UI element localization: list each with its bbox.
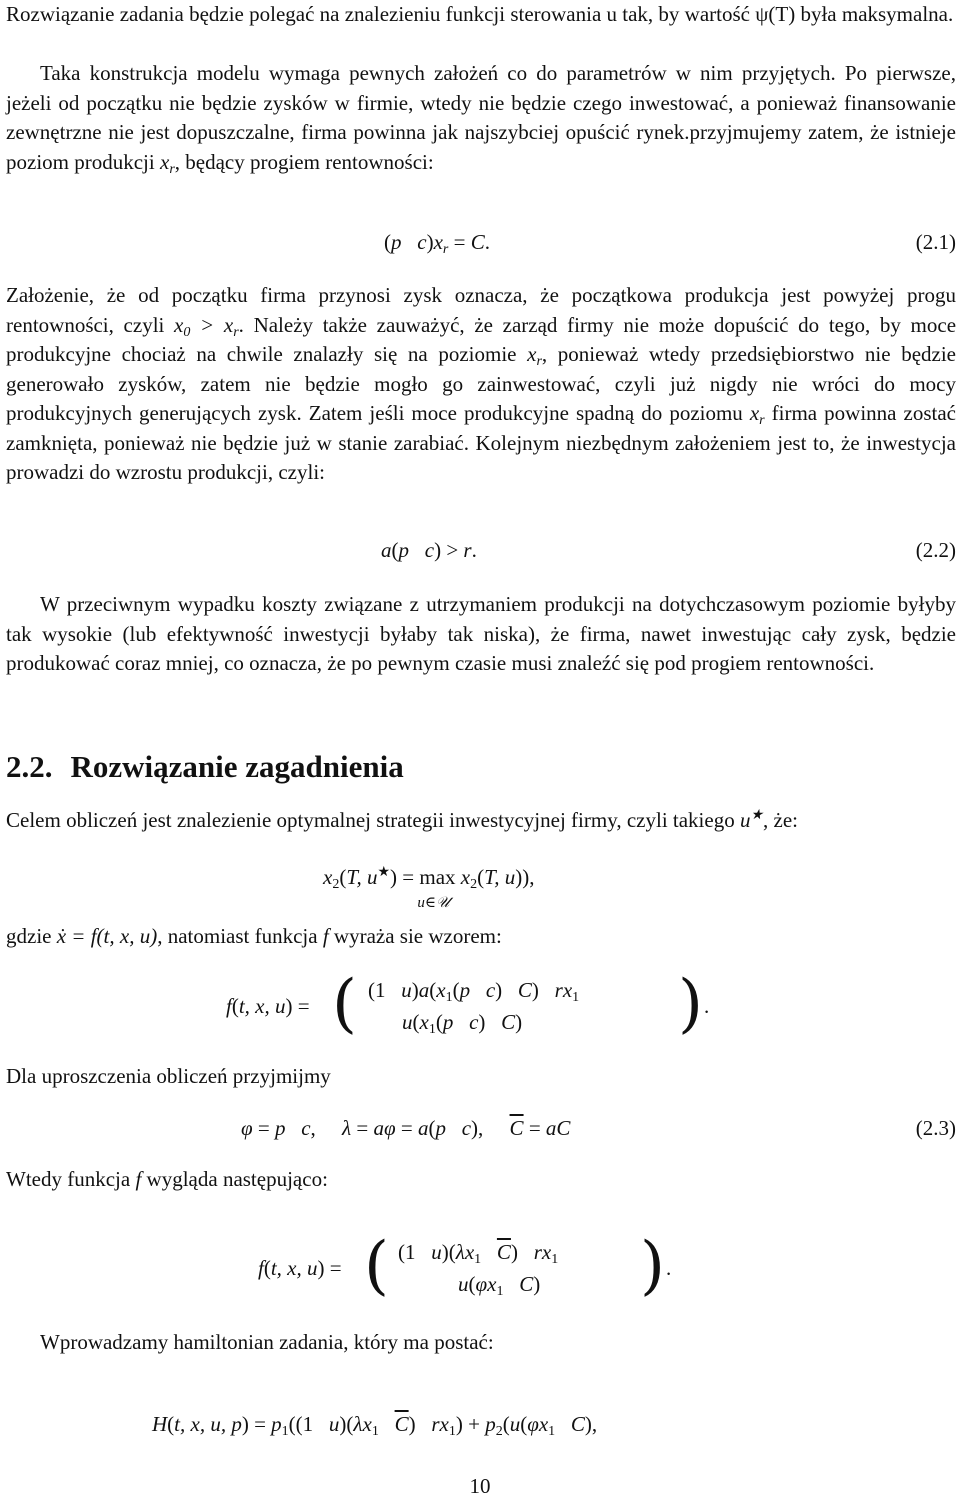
- equation-2-2-number: (2.2): [915, 538, 956, 562]
- equation-max-body: $x_2(T$, u★) = max u∈𝒰 $x_2(T$, u)),: [323, 865, 535, 911]
- equation-2-1-body: (p $c)x_r = C$.: [384, 230, 490, 257]
- equation-2-2-body: a(p c) > r.: [381, 538, 477, 562]
- math-x-r-3: $x_r$: [749, 401, 765, 428]
- equation-max: [0, 862, 960, 918]
- math-f: f: [322, 924, 329, 948]
- paragraph-profit-text-4: firma powinna zostać zamknięta, ponieważ nie będzie już w stanie zarabiać. Kolejnym niezbędnym założeniem jest to, że inwestycja prowadzi do wzrostu produkcji, czyli:: [6, 401, 956, 484]
- paragraph-hamiltonian: [6, 1328, 956, 1358]
- paragraph-objective-text-2: , że:: [763, 808, 799, 832]
- equation-2-2: [0, 535, 960, 575]
- math-xdot: ẋ = f(t, x, u): [56, 924, 158, 948]
- paragraph-goal-text: Rozwiązanie zadania będzie polegać na znalezieniu funkcji sterowania u tak, by wartość ψ(T) była maksymalna.: [6, 2, 954, 26]
- paragraph-dynamics-text-1: gdzie: [6, 924, 52, 948]
- section-number: 2.2.: [6, 749, 53, 784]
- paragraph-dynamics: [6, 922, 956, 952]
- paragraph-assumptions: [6, 59, 956, 177]
- math-x-r: $x_r$: [159, 149, 175, 177]
- paragraph-profit-text-1: Założenie, że od początku firma przynosi zysk oznacza, że początkowa produkcja jest powyżej progu rentowności, czyli: [6, 283, 956, 337]
- paragraph-then-text-1: Wtedy funkcja: [6, 1167, 131, 1191]
- paragraph-then: [6, 1165, 956, 1195]
- paragraph-objective-text-1: Celem obliczeń jest znalezienie optymalnej strategii inwestycyjnej firmy, czyli takiego: [6, 808, 735, 832]
- equation-hamiltonian-body: H(t, x, u, $p) = p_1((1$ $u)(\lambda x_1$ $\overline{C}$) $rx_1) + p_2(u(\varphi x_1$ C),: [152, 1412, 598, 1439]
- equation-f-vector-2: f(t, x, u) = ( (1 $u)(\lambda x_1$ $\overline{C}$) $rx_1$ $u(\varphi x_1$ C) ) .: [258, 1229, 672, 1303]
- paragraph-hamiltonian-text: Wprowadzamy hamiltonian zadania, który ma postać:: [40, 1330, 494, 1354]
- paragraph-profit-threshold: [6, 281, 956, 488]
- section-heading: [6, 748, 404, 786]
- paragraph-dynamics-text-2: , natomiast funkcja: [157, 924, 318, 948]
- equation-f-vector-1: f(t, x, u) = ( (1 $u)a(x_1(p$ c) C) $rx_1$ $u(x_1(p$ c) C) ) .: [226, 967, 710, 1041]
- paragraph-assumptions-text-3: , będący progiem rentowności:: [174, 149, 434, 174]
- paragraph-assumptions-text-1: Taka konstrukcja modelu wymaga pewnych założeń co do parametrów w nim przyjętych. Po pierwsze, jeżeli od początku nie będzie zysków w firmie, wtedy nie będzie czego inwestować, a ponieważ finansowanie zewnętrzne nie jest dopuszczalne, firma powinna jak najszybciej opuścić rynek.: [6, 61, 956, 144]
- page-number: 10: [469, 1474, 491, 1498]
- math-f-2: f: [135, 1167, 142, 1191]
- equation-2-1-number: (2.1): [915, 230, 956, 254]
- paragraph-goal: [6, 0, 956, 30]
- equation-2-3-body: φ = p c, λ = aφ = a(p c), $\overline{C}$ = aC: [241, 1116, 571, 1140]
- equation-hamiltonian: [0, 1409, 960, 1449]
- math-u-star: u★: [739, 808, 764, 832]
- math-x0-gt-xr: $x_0 > x_r$: [174, 312, 239, 340]
- paragraph-otherwise-text: W przeciwnym wypadku koszty związane z utrzymaniem produkcji na dotychczasowym poziomie byłyby tak wysokie (lub efektywność inwestycji byłaby tak niska), że firma, nawet inwestując cały zysk, będzie produkować coraz mniej, co oznacza, że po pewnym czasie musi znaleźć się pod progiem rentowności.: [6, 592, 956, 675]
- paragraph-assumptions-text-2: przyjmujemy zatem, że istnieje poziom produkcji: [6, 120, 956, 174]
- paragraph-dynamics-text-3: wyraża sie wzorem:: [333, 924, 502, 948]
- paragraph-profit-text-2: . Należy także zauważyć, że zarząd firmy nie może dopuścić do tego, by moce produkcyjne chociaż na chwile znalazły się na poziomie: [6, 312, 957, 366]
- equation-2-3: [0, 1113, 960, 1153]
- paragraph-profit-text-3: , ponieważ wtedy przedsiębiorstwo nie będzie generowało zysków, zatem nie będzie mogło go zainwestować, czyli już nigdy nie wróci do mocy produkcyjnych generujących zysk. Zatem jeśli moce produkcyjne spadną do poziomu: [6, 342, 956, 425]
- paragraph-otherwise: [6, 590, 956, 679]
- equation-2-3-number: (2.3): [915, 1116, 956, 1140]
- paragraph-simplify-text: Dla uproszczenia obliczeń przyjmijmy: [6, 1064, 331, 1088]
- paragraph-then-text-2: wygląda następująco:: [146, 1167, 328, 1191]
- equation-2-1: [0, 227, 960, 267]
- section-title: Rozwiązanie zagadnienia: [70, 749, 404, 784]
- math-x-r-2: $x_r$: [527, 342, 542, 369]
- paragraph-simplify: [6, 1062, 956, 1092]
- paragraph-objective: [6, 806, 956, 836]
